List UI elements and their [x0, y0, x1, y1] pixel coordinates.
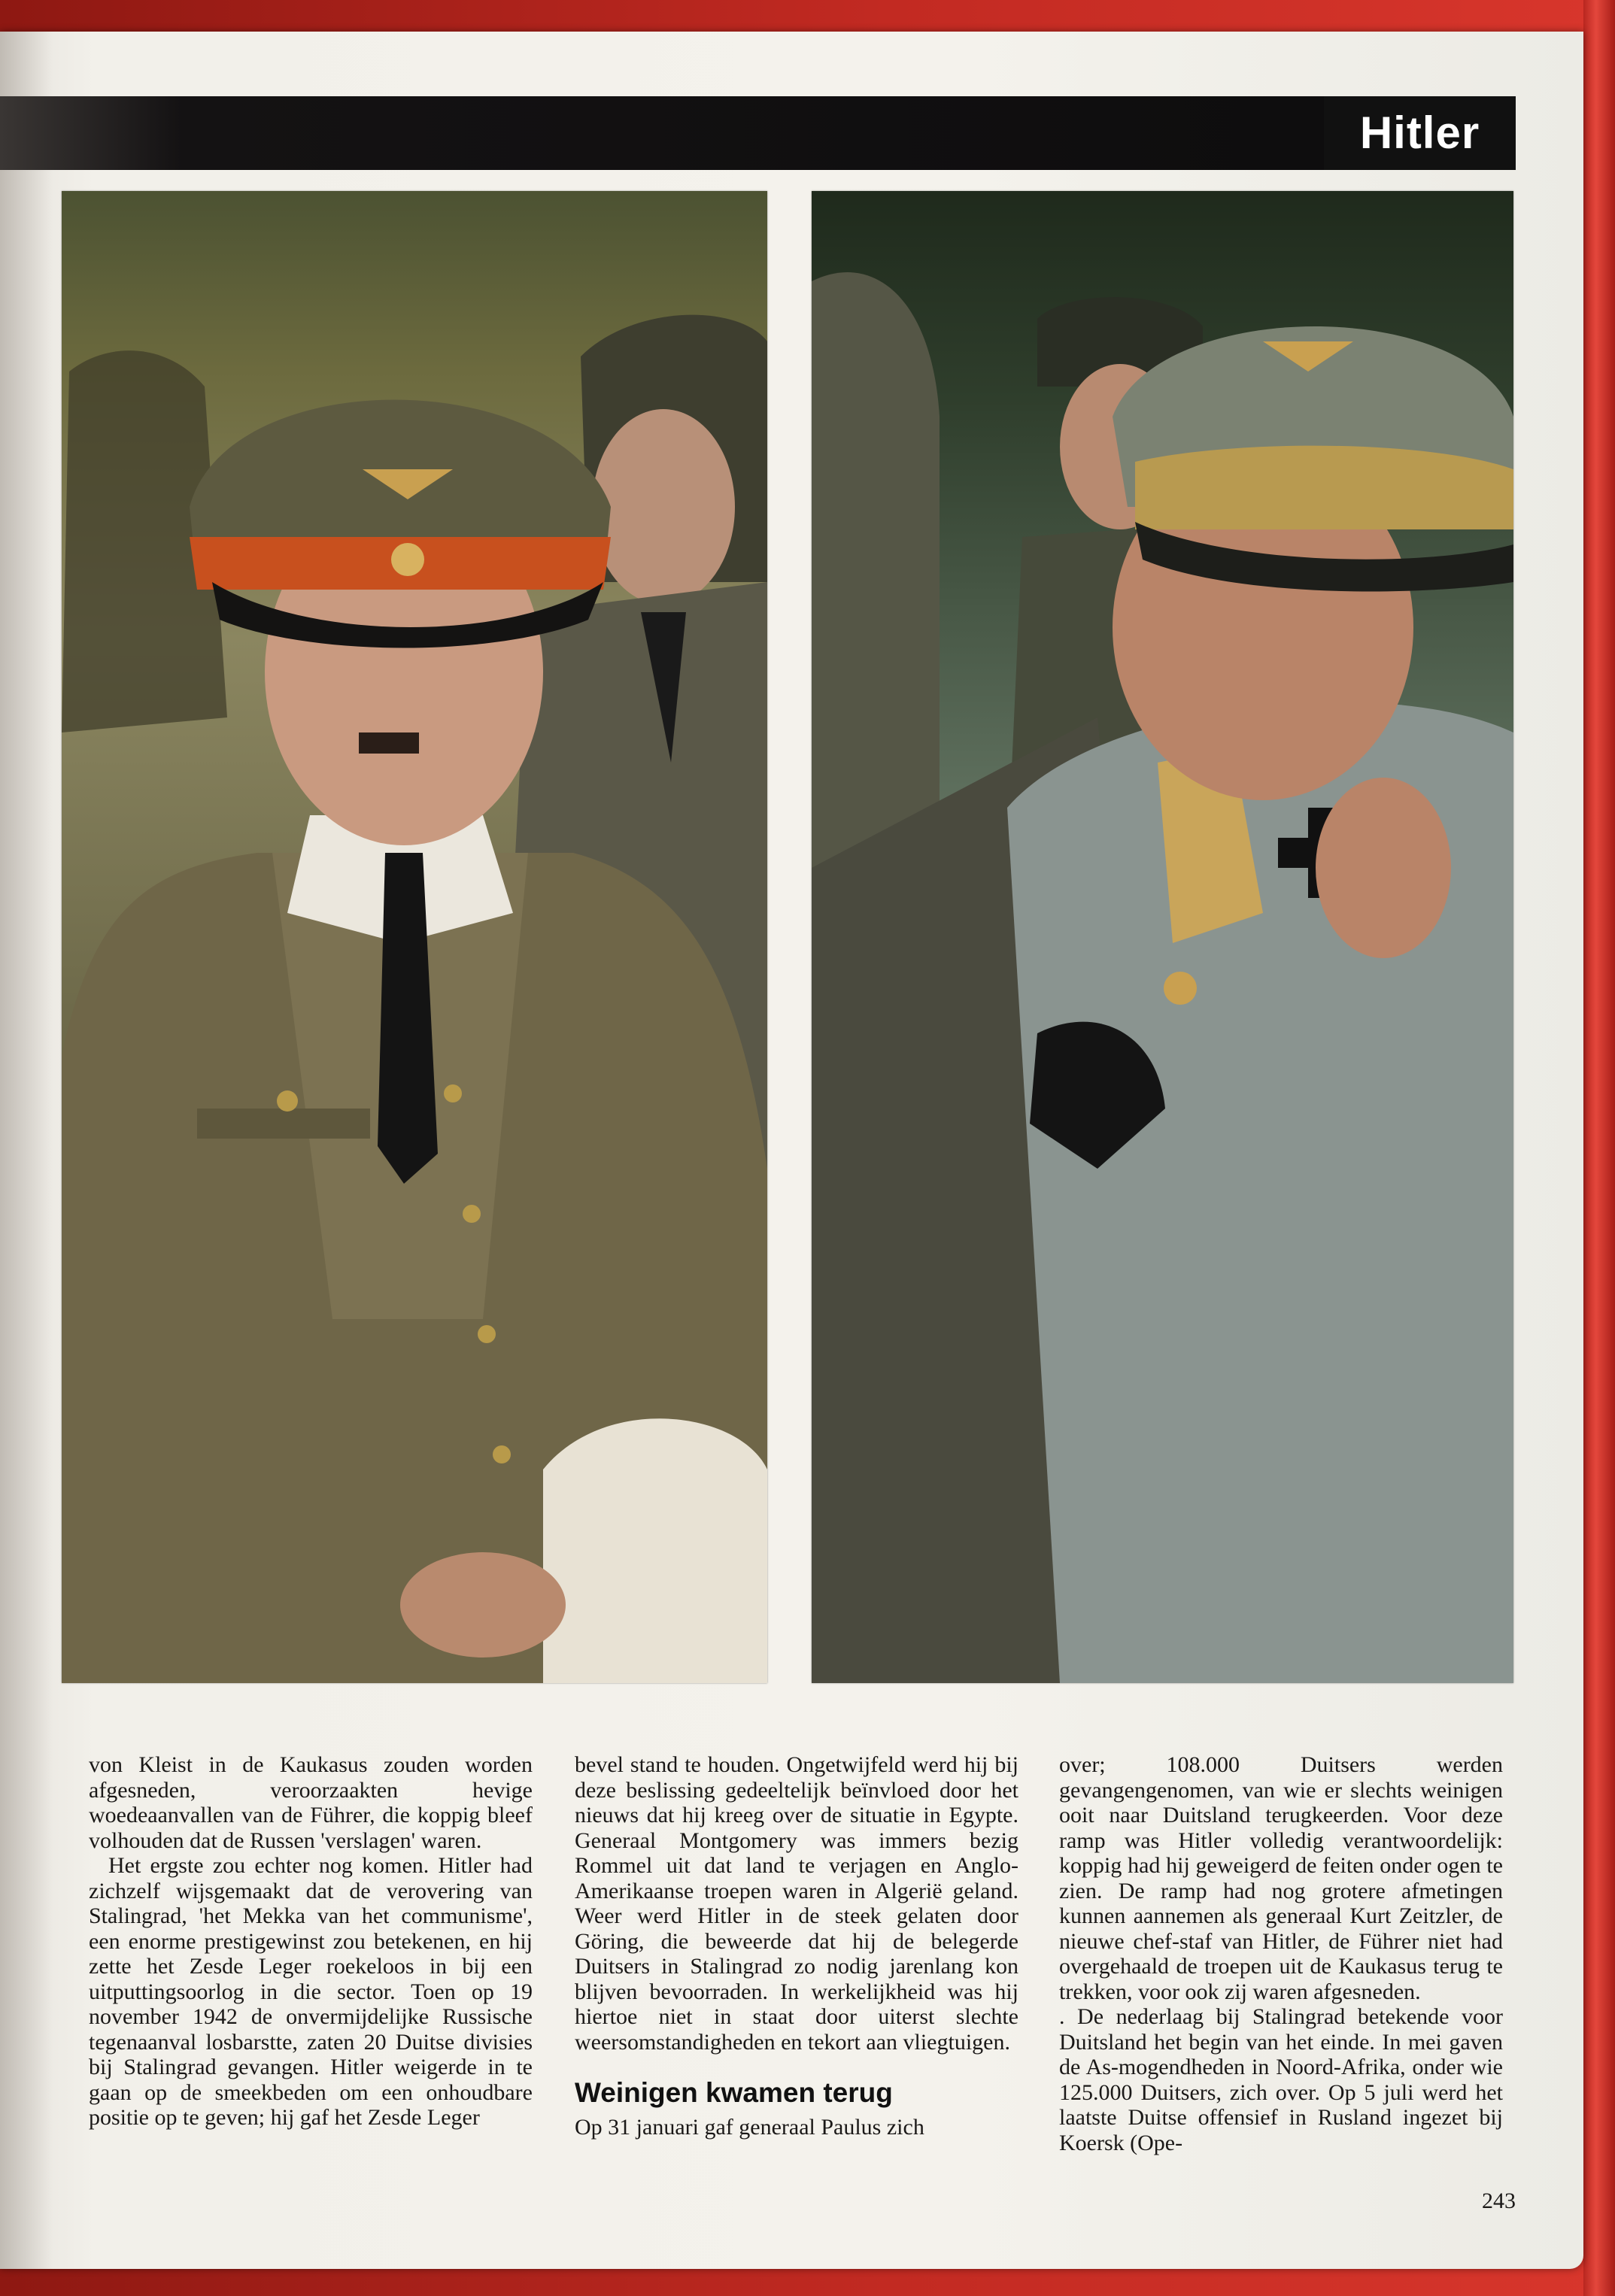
section-title: Hitler	[1324, 96, 1516, 170]
paragraph: . De nederlaag bij Stalingrad betekende voor Duitsland het begin van het einde. In mei gaven de As-mogendheden in Noord-Afrika, onder wie 125.000 Duitsers, zich over. Op 5 juli werd het laatste Duitse offensief in Rusland ingezet bij Koersk (Ope-	[1059, 2004, 1503, 2155]
paragraph: bevel stand te houden. Ongetwijfeld werd hij bij deze beslissing gedeeltelijk beïnvloed door het nieuws dat hij kreeg over de situatie in Egypte. Generaal Montgomery was immers bezig Rommel uit dat land te verjagen en Anglo-Amerikaanse troepen waren in Algerië geland. Weer werd Hitler in de steek gelaten door Göring, die beweerde dat hij de belegerde Duitsers in Stalingrad zo nodig jarenlang kon blijven bevoorraden. In werkelijkheid was hij hiertoe niet in staat door uiterst slechte weersomstandigheden en tekort aan vliegtuigen.	[575, 1752, 1018, 2055]
text-column-2	[575, 1752, 1018, 2140]
paragraph: over; 108.000 Duitsers werden gevangengenomen, van wie er slechts weinigen ooit naar Duitsland terugkeerden. Voor deze ramp was Hitler volledig verantwoordelijk: koppig had hij geweigerd de feiten onder ogen te zien. De ramp had nog grotere afmetingen kunnen aannemen als generaal Kurt Zeitzler, de nieuwe chef-staf van Hitler, de Führer niet had overgehaald de troepen uit de Kaukasus terug te trekken, voor ook zij waren afgesneden.	[1059, 1752, 1503, 2004]
photo-goering-illustration	[812, 191, 1513, 1683]
photo-hitler-illustration	[62, 191, 767, 1683]
paragraph: Het ergste zou echter nog komen. Hitler had zichzelf wijsgemaakt dat de verovering van Stalingrad, 'het Mekka van het communisme', een enorme prestigewinst zou betekenen, en hij zette het Zesde Leger roekeloos in bij een uitputtingsoorlog in die sector. Toen op 19 november 1942 de onvermijdelijke Russische tegenaanval losbarstte, zaten 20 Duitse divisies bij Stalingrad gevangen. Hitler weigerde in te gaan op de smeekbeden om een onhoudbare positie op te geven; hij gaf het Zesde Leger	[89, 1853, 533, 2130]
paragraph: Op 31 januari gaf generaal Paulus zich	[575, 2115, 924, 2140]
page-number: 243	[1482, 2188, 1516, 2213]
text-column-3	[1059, 1752, 1503, 2155]
text-column-1	[89, 1752, 533, 2131]
photo-goering-portrait	[812, 191, 1513, 1683]
photo-hitler-portrait	[62, 191, 767, 1683]
header-bar	[0, 96, 1516, 170]
paragraph: von Kleist in de Kaukasus zouden worden afgesneden, veroorzaakten hevige woedeaanvallen van de Führer, die koppig bleef volhouden dat de Russen 'verslagen' waren.	[89, 1752, 533, 1853]
subheading: Weinigen kwamen terug	[575, 2077, 893, 2108]
binder-edge	[1583, 0, 1615, 2296]
article-body	[89, 1752, 1503, 2173]
